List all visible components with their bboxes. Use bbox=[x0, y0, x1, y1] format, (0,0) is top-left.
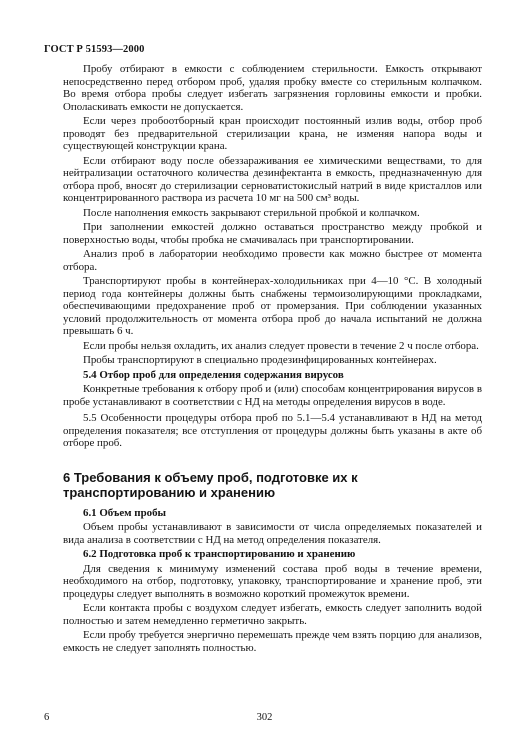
paragraph: Если пробу требуется энергично перемешать прежде чем взять порцию для анализов, емкость не следует заполнять полностью. bbox=[63, 629, 482, 654]
section-page-number: 6 bbox=[44, 712, 50, 723]
paragraph: Если контакта пробы с воздухом следует избегать, емкость следует заполнить водой полностью и затем немедленно герметично закрыть. bbox=[63, 602, 482, 627]
section-6-heading: 6 Требования к объему проб, подготовке их к транспортированию и хранению bbox=[63, 469, 358, 500]
paragraph: Объем пробы устанавливают в зависимости от числа определяемых показателей и вида анализа в соответствии с НД на метод определения показателя. bbox=[63, 521, 482, 546]
paragraph: Конкретные требования к отбору проб и (или) способам концентрирования вирусов в пробе устанавливают в соответствии с НД на методы определения вирусов в воде. bbox=[63, 383, 482, 408]
paragraph: Пробу отбирают в емкости с соблюдением стерильности. Емкость открывают непосредственно перед отбором проб, удаляя пробку вместе со стерильным колпачком. Во время отбора пробы следует избегать загрязнения горловины емкости и пробки. Ополаскивать емкости не допускается. bbox=[63, 63, 482, 113]
paragraph: Анализ проб в лаборатории необходимо провести как можно быстрее от момента отбора. bbox=[63, 248, 482, 273]
standard-header: ГОСТ Р 51593—2000 bbox=[44, 44, 145, 55]
paragraph: Если через пробоотборный кран происходит постоянный излив воды, отбор проб проводят без предварительной стерилизации крана, не изменяя напора воды и существующей конструкции крана. bbox=[63, 115, 482, 152]
paragraph: Пробы транспортируют в специально продезинфицированных контейнерах. bbox=[83, 354, 437, 366]
subsection-6-1-title: 6.1 Объем пробы bbox=[83, 506, 167, 519]
paragraph: Если пробы нельзя охладить, их анализ следует провести в течение 2 ч после отбора. bbox=[83, 339, 479, 352]
paragraph: После наполнения емкость закрывают стерильной пробкой и колпачком. bbox=[83, 206, 420, 219]
subsection-5-4-title: 5.4 Отбор проб для определения содержания вирусов bbox=[83, 368, 344, 381]
paragraph: Транспортируют пробы в контейнерах-холодильниках при 4—10 °С. В холодный период года контейнеры должны быть снабжены термоизолирующими прокладками, обеспечивающими предохранение проб от промерзания. При соблюдении указанных условий продолжительность от момента отбора проб до начала испытаний не должна превышать 6 ч. bbox=[63, 275, 482, 337]
paragraph: Для сведения к минимуму изменений состава проб воды в течение времени, необходимого на отбор, подготовку, упаковку, транспортирование и хранение проб, эти процедуры следует выполнять в возможно короткий промежуток времени. bbox=[63, 562, 482, 600]
page-number: 302 bbox=[256, 712, 273, 723]
paragraph: При заполнении емкостей должно оставаться пространство между пробкой и поверхностью воды, чтобы пробка не смачивалась при транспортировании. bbox=[63, 221, 482, 246]
paragraph-5-5: 5.5 Особенности процедуры отбора проб по 5.1—5.4 устанавливают в НД на метод определения показателя; все отступления от процедуры должны быть указаны в акте об отборе проб. bbox=[63, 412, 482, 449]
document-body bbox=[63, 63, 482, 656]
subsection-6-2-title: 6.2 Подготовка проб к транспортированию и хранению bbox=[83, 548, 356, 560]
paragraph: Если отбирают воду после обеззараживания ее химическими веществами, то для нейтрализации остаточного количества дезинфектанта в емкость, предназначенную для отбора проб, вносят до стерилизации серноватистокислый натрий в виде кристаллов или концентрированного раствора из расчета 10 мг на 500 см³ воды. bbox=[63, 154, 482, 204]
